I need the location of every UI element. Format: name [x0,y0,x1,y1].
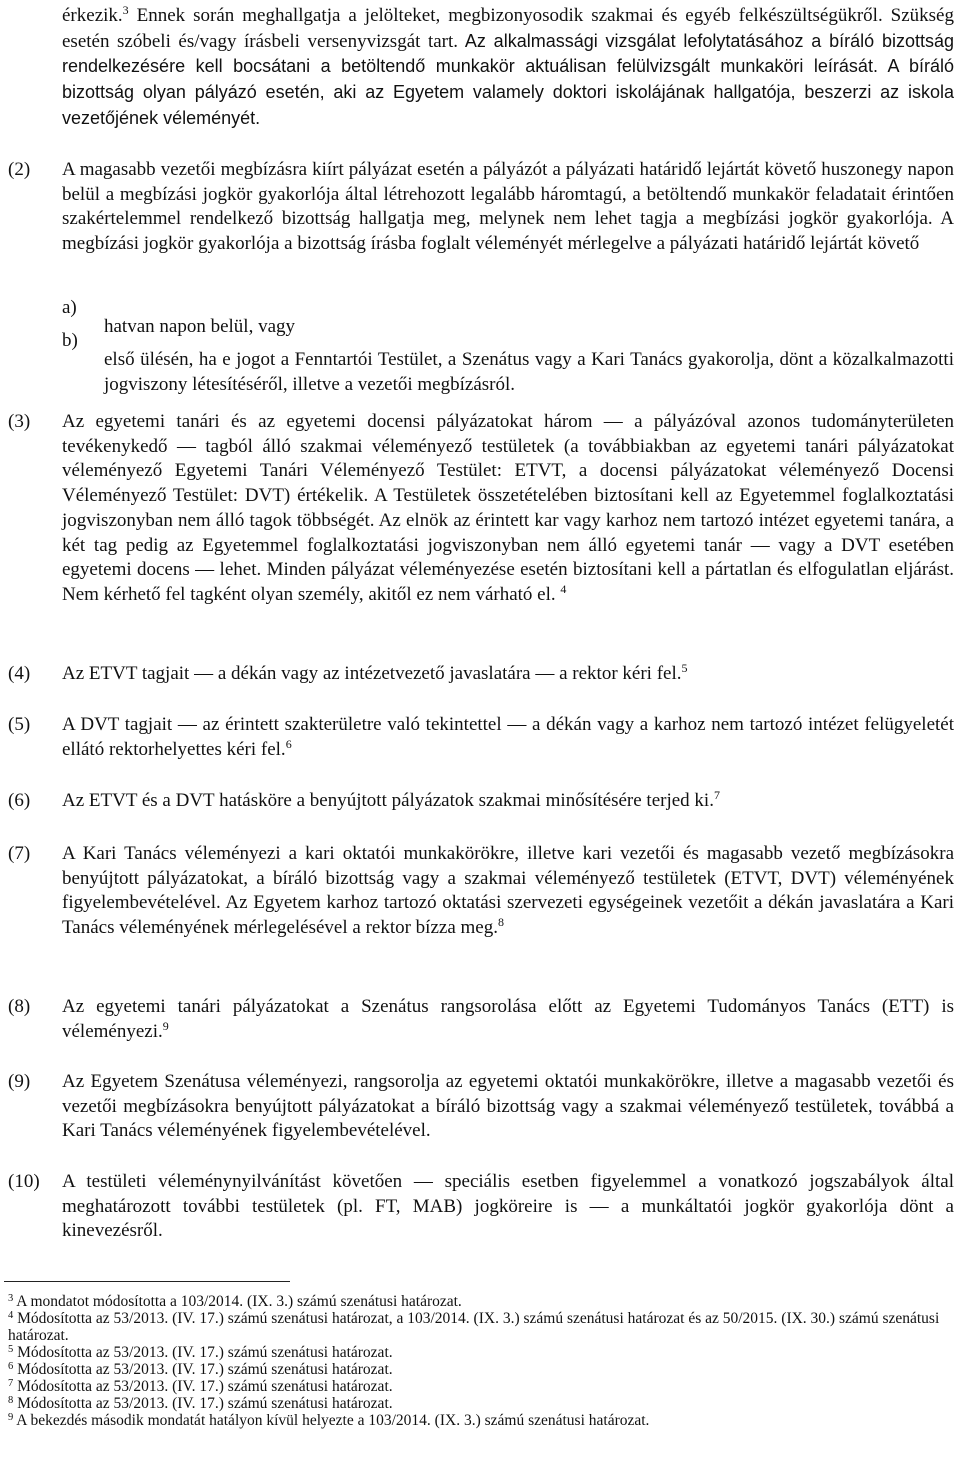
continued-paragraph [62,4,954,132]
paragraph-10 [0,1170,954,1244]
footnote-ref[interactable]: 5 [681,661,688,675]
footnote-number: 5 [8,1344,14,1355]
footnote-number: 3 [8,1293,14,1304]
footnote-text: Módosította az 53/2013. (IV. 17.) számú szenátusi határozat, a 103/2014. (IX. 3.) számú szenátusi határozat és az 50/2015. (IX. 30.) számú szenátusi határozat. [8,1310,940,1344]
footnote-ref[interactable]: 6 [285,736,292,751]
footnote [8,1361,948,1378]
paragraph-body: A Kari Tanács véleményezi a kari oktatói munkakörökre, illetve kari vezetői és magasabb vezető megbízásokra benyújtott pályázatokat, a bíráló bizottság vagy a szakmai véleményező testületek (ETVT, DVT) véleményének figyelembevételével. Az Egyetem karhoz tartozó oktatási szervezeti egységeinek vezetőit a dékán javaslatára a Kari Tanács véleményének mérlegelésével a rektor bízza meg. [62,843,954,939]
footnote-text: A bekezdés második mondatát hatályon kívül helyezte a 103/2014. (IX. 3.) számú szenátusi határozat. [16,1412,650,1429]
paragraph-text-sans: Az alkalmassági vizsgálat lefolytatásához a bíráló bizottság rendelkezésére kell bocsátani a betöltendő munkakör aktuálisan felülvizsgált munkaköri leírását. A bíráló bizottság olyan pályázó esetén, aki az Egyetem valamely doktori iskolájának hallgatója, beszerzi az iskola vezetőjének véleményét. [62,30,954,128]
footnote-text: Módosította az 53/2013. (IV. 17.) számú szenátusi határozat. [17,1344,393,1361]
footnote-ref[interactable]: 4 [560,581,567,596]
footnote [8,1293,948,1310]
list-item-text: első ülésén, ha e jogot a Fenntartói Testület, a Szenátus vagy a Kari Tanács gyakorolja, dönt a közalkalmazotti jogviszony létesítéséről, illetve a vezetői megbízásról. [104,349,954,395]
paragraph-body: Az egyetemi tanári pályázatokat a Szenátus rangsorolása előtt az Egyetemi Tudományos Tanács (ETT) is véleményezi. [62,996,954,1042]
paragraph-5 [0,713,954,762]
paragraph-number: (8) [8,996,31,1017]
footnote-ref[interactable]: 8 [497,915,504,930]
paragraph-body: Az ETVT tagjait ― a dékán vagy az intézetvezető javaslatára ― a rektor kéri fel. [62,663,682,684]
footnote-separator [4,1281,290,1282]
paragraph-text [62,842,954,941]
paragraph-9 [0,1070,954,1144]
paragraph-text [62,713,954,762]
footnotes [8,1293,948,1429]
footnote-number: 9 [8,1412,14,1423]
footnote [8,1310,948,1344]
footnote-number: 8 [8,1395,14,1406]
paragraph-text [62,662,954,687]
paragraph-number: (5) [8,714,31,735]
paragraph-text: A magasabb vezetői megbízásra kiírt pályázat esetén a pályázót a pályázati határidő lejártát követő huszonegy napon belül a megbízási jogkör gyakorlója által létrehozott legalább háromtagú, a betöltendő munkakör feladatait érintően szakértelemmel rendelkező bizottság hallgatja meg, melynek nem lehet tagja a megbízási jogkör gyakorlója. A megbízási jogkör gyakorlója a bizottság írásba foglalt véleményét mérlegelve a pályázati határidő lejártát követő [62,159,954,255]
paragraph-text: Az Egyetem Szenátusa véleményezi, rangsorolja az egyetemi oktatói munkakörökre, illetve a magasabb vezetői és vezetői megbízásokra benyújtott pályázatokat a bíráló bizottság vagy a szakmai véleményező testületek, továbbá a Kari Tanács véleményének figyelembevételével. [62,1071,954,1142]
footnote [8,1412,948,1429]
list-item-text: hatvan napon belül, vagy [104,316,296,337]
paragraph-number: (7) [8,843,31,864]
paragraph-number: (10) [8,1171,40,1192]
paragraph-8 [0,995,954,1044]
paragraph-number: (9) [8,1071,31,1092]
footnote-text: Módosította az 53/2013. (IV. 17.) számú szenátusi határozat. [17,1395,393,1412]
paragraph-4 [0,662,954,687]
paragraph-2 [0,158,954,257]
list-item-label: a) [62,297,77,318]
footnote-ref[interactable]: 9 [162,1018,169,1033]
paragraph-text [62,789,954,814]
paragraph-number: (2) [8,159,31,180]
paragraph-7 [0,842,954,941]
footnote-number: 6 [8,1361,14,1372]
footnote-number: 7 [8,1378,14,1389]
footnote [8,1344,948,1361]
list-item-b [62,329,954,416]
footnote-ref[interactable]: 7 [713,788,720,802]
list-item-label: b) [62,330,78,351]
footnote-number: 4 [8,1310,14,1321]
paragraph-3 [0,410,954,608]
paragraph-6 [0,789,954,814]
paragraph-body: Az egyetemi tanári és az egyetemi docensi pályázatokat három ― a pályázóval azonos tudományterületen tevékenykedő ― tagból álló szakmai véleményező testületek (a továbbiakban az egyetemi tanári pályázatokat véleményező Egyetemi Tanári Véleményező Testület: ETVT, a docensi pályázatokat véleményező Docensi Véleményező Testület: DVT) értékelik. A Testületek összetételében biztosítani kell az Egyetemmel foglalkoztatási jogviszonyban nem álló tagok többségét. Az elnök az érintett kar vagy karhoz nem tartozó intézet egyetemi tanára, a két tag pedig az Egyetemmel foglalkoztatási jogviszonyban nem álló egyetemi tanár ― vagy a DVT esetében egyetemi docens ― lehet. Minden pályázat véleményezése esetén biztosítani kell a pártatlan és elfogulatlan eljárást. Nem kérhető fel tagként olyan személy, akitől ez nem várható el. [62,411,954,605]
paragraph-text: A testületi véleménynyilvánítást követően ― speciális esetben figyelemmel a vonatkozó jogszabályok által meghatározott további testületek (pl. FT, MAB) jogköreire is ― a munkáltatói jogkör gyakorlója dönt a kinevezésről. [62,1171,954,1242]
paragraph-text: Ennek során meghallgatja a jelölteket, megbizonyosodik szakmai és egyéb felkészültségükről. Szükség esetén szóbeli és/vagy írásbeli versenyvizsgát tart. [62,5,954,52]
footnote-ref[interactable]: 3 [122,3,129,17]
footnote-text: Módosította az 53/2013. (IV. 17.) számú szenátusi határozat. [17,1361,393,1378]
paragraph-number: (6) [8,790,31,811]
paragraph-number: (4) [8,663,31,684]
paragraph-body: A DVT tagjait ― az érintett szakterületre való tekintettel ― a dékán vagy a karhoz nem tartozó intézet felügyeletét ellátó rektorhelyettes kéri fel. [62,714,954,760]
footnote [8,1395,948,1412]
footnote [8,1378,948,1395]
paragraph-number: (3) [8,411,31,432]
paragraph-text [62,995,954,1044]
lead-word: érkezik. [62,5,123,26]
footnote-text: A mondatot módosította a 103/2014. (IX. 3.) számú szenátusi határozat. [16,1293,462,1310]
footnote-text: Módosította az 53/2013. (IV. 17.) számú szenátusi határozat. [17,1378,393,1395]
paragraph-text [62,410,954,608]
paragraph-body: Az ETVT és a DVT hatásköre a benyújtott pályázatok szakmai minősítésére terjed ki. [62,790,714,811]
